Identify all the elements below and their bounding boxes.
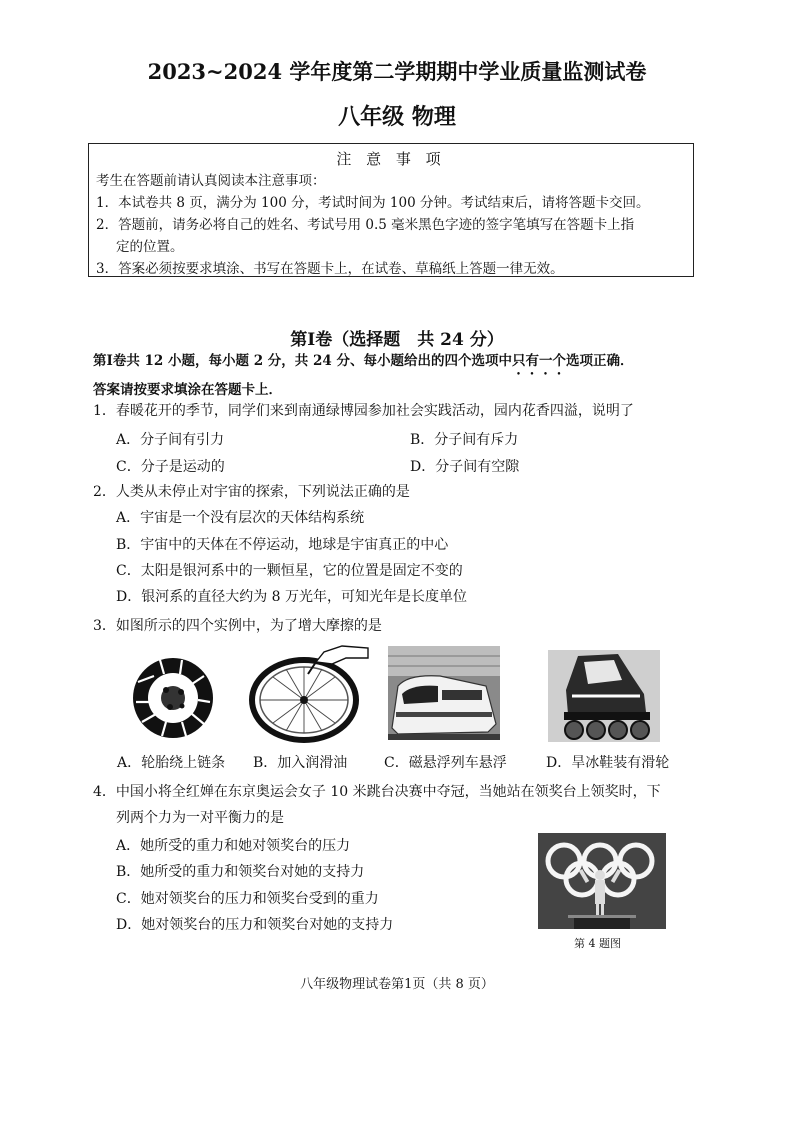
q1-option-d: D．分子间有空隙: [410, 459, 520, 475]
exam-subtitle: 八年级 物理: [338, 104, 456, 130]
q1-option-b: B．分子间有斥力: [410, 432, 519, 448]
maglev-train-image: [388, 646, 500, 740]
q3-option-c: C．磁悬浮列车悬浮: [384, 755, 507, 771]
q4-stem-line2: 列两个力为一对平衡力的是: [116, 810, 284, 826]
olympic-podium-image: [538, 833, 666, 929]
section-intro-part1: 第Ⅰ卷共 12 小题，每小题 2 分，共 24 分、每小题给出的四个选项中: [93, 353, 512, 369]
q3-option-a: A．轮胎绕上链条: [117, 755, 226, 771]
exam-title: 2023~2024 学年度第二学期期中学业质量监测试卷: [147, 59, 647, 84]
notice-box: [88, 143, 694, 277]
q1-option-c: C．分子是运动的: [116, 459, 225, 475]
roller-skate-image: [548, 650, 660, 742]
notice-item-1: 1．本试卷共 8 页，满分为 100 分，考试时间为 100 分钟。考试结束后，请将答题卡交回。: [96, 195, 650, 211]
q4-option-b: B．她所受的重力和领奖台对她的支持力: [116, 864, 365, 880]
notice-item-2: 2．答题前，请务必将自己的姓名、考试号用 0.5 毫米黑色字迹的签字笔填写在答题卡上指: [96, 217, 635, 233]
q3-option-b: B．加入润滑油: [253, 755, 348, 771]
q4-stem-line1: 4．中国小将全红婵在东京奥运会女子 10 米跳台决赛中夺冠，当她站在领奖台上领奖时，下: [93, 784, 661, 800]
section-intro-part2: 选项正确．: [565, 353, 634, 369]
page-footer: 八年级物理试卷第1页（共 8 页）: [300, 977, 494, 992]
section-intro-emphasis: 只有一个: [511, 353, 566, 369]
q2-option-b: B．宇宙中的天体在不停运动，地球是宇宙真正的中心: [116, 537, 449, 553]
q3-option-d: D．旱冰鞋装有滑轮: [546, 755, 670, 771]
q2-option-d: D．银河系的直径大约为 8 万光年，可知光年是长度单位: [116, 589, 468, 605]
notice-heading: 注 意 事 项: [336, 150, 446, 168]
section-intro-line2: 答案请按要求填涂在答题卡上．: [93, 382, 282, 398]
q4-option-a: A．她所受的重力和她对领奖台的压力: [116, 838, 351, 854]
q3-stem: 3．如图所示的四个实例中，为了增大摩擦的是: [93, 618, 382, 634]
bicycle-wheel-image: [246, 640, 376, 745]
q2-stem: 2．人类从未停止对宇宙的探索，下列说法正确的是: [93, 484, 410, 500]
notice-item-3: 3．答案必须按要求填涂、书写在答题卡上，在试卷、草稿纸上答题一律无效。: [96, 261, 564, 277]
section-title: 第Ⅰ卷（选择题 共 24 分）: [290, 330, 504, 350]
notice-item-2-cont: 定的位置。: [116, 239, 184, 255]
q2-option-a: A．宇宙是一个没有层次的天体结构系统: [116, 510, 365, 526]
section-intro: [93, 349, 633, 402]
q2-option-c: C．太阳是银河系中的一颗恒星，它的位置是固定不变的: [116, 563, 463, 579]
q4-option-d: D．她对领奖台的压力和领奖台对她的支持力: [116, 917, 394, 933]
tire-chain-image: [126, 652, 236, 742]
q1-stem: 1．春暖花开的季节，同学们来到南通绿博园参加社会实践活动，园内花香四溢，说明了: [93, 403, 634, 419]
q4-option-c: C．她对领奖台的压力和领奖台受到的重力: [116, 891, 379, 907]
notice-intro: 考生在答题前请认真阅读本注意事项：: [96, 173, 326, 189]
q4-figure-caption: 第 4 题图: [574, 937, 621, 950]
q1-option-a: A．分子间有引力: [116, 432, 225, 448]
